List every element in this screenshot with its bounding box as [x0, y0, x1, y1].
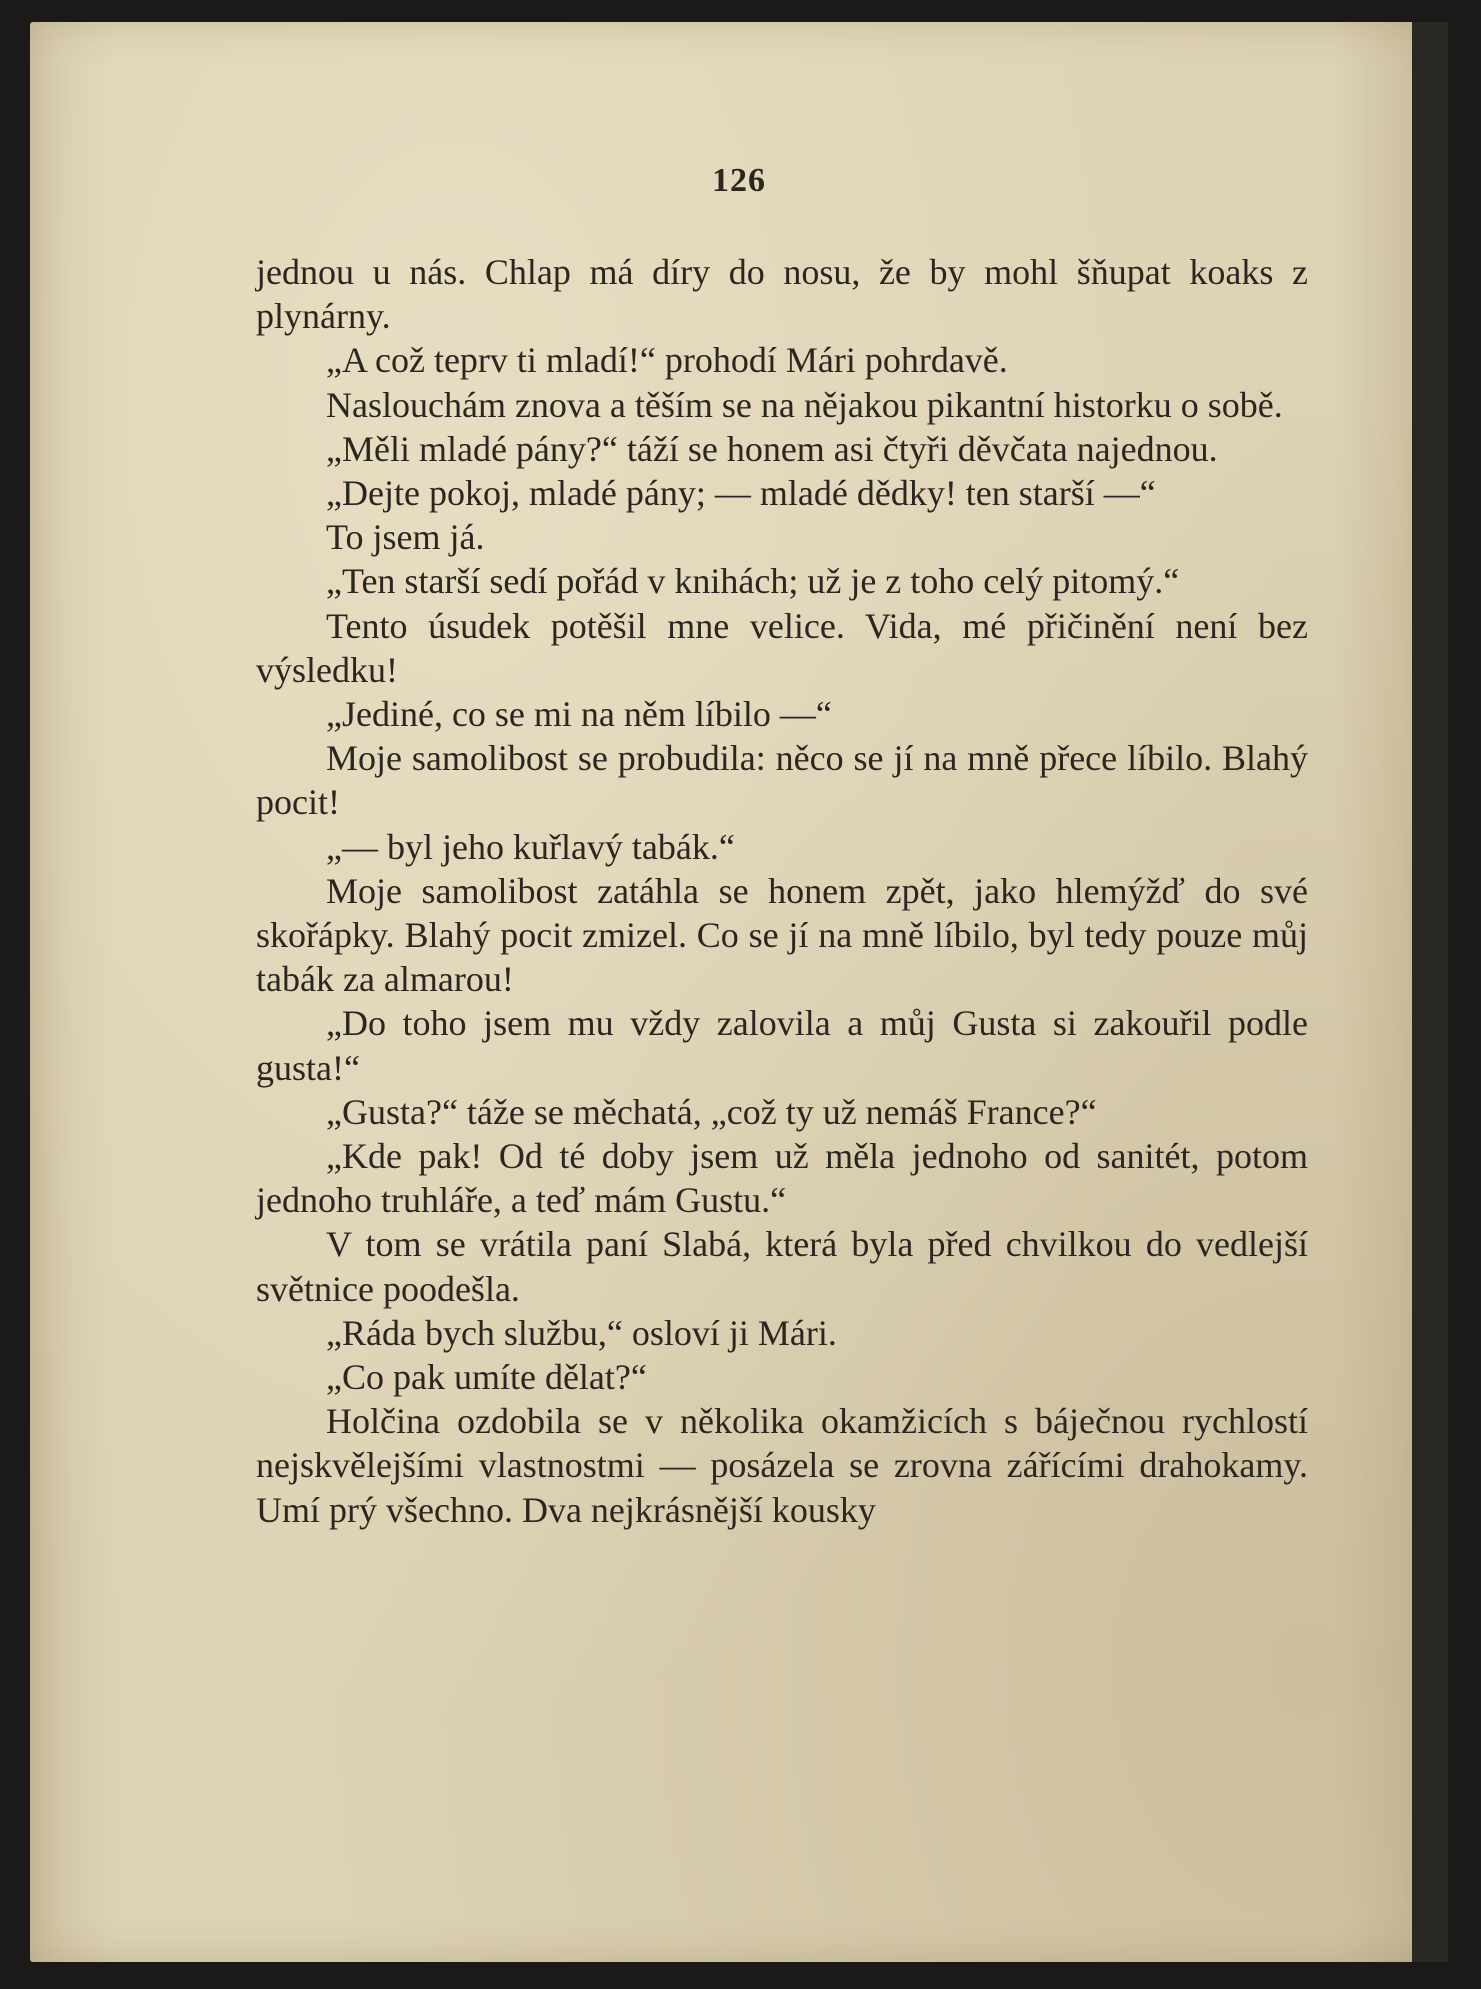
paragraph: jednou u nás. Chlap má díry do nosu, že by mohl šňupat koaks z plynárny.: [256, 252, 1308, 337]
paragraph: V tom se vrátila paní Slabá, která byla před chvilkou do vedlejší světnice poodešla.: [256, 1224, 1308, 1309]
paragraph: Holčina ozdobila se v několika okamžicích s báječnou rychlostí nejskvělejšími vlastnostmi — posázela se zrovna zářícími drahokamy. Umí prý všechno. Dva nejkrásnější kousky: [256, 1401, 1308, 1530]
paragraph: „Měli mladé pány?“ táží se honem asi čtyři děvčata najednou.: [326, 428, 1218, 469]
page-number: 126: [712, 162, 766, 199]
paragraph: Moje samolibost zatáhla se honem zpět, jako hlemýžď do své skořápky. Blahý pocit zmizel. Co se jí na mně líbilo, byl tedy pouze můj tabák za almarou!: [256, 870, 1308, 1000]
paragraph: Naslouchám znova a těším se na nějakou pikantní historku o sobě.: [326, 384, 1283, 425]
paragraph: „Ten starší sedí pořád v knihách; už je z toho celý pitomý.“: [326, 561, 1180, 602]
paragraph: „Jediné, co se mi na něm líbilo —“: [326, 694, 832, 735]
book-gutter: [1412, 22, 1448, 1962]
paragraph: „Gusta?“ táže se měchatá, „což ty už nemáš France?“: [326, 1091, 1097, 1132]
paragraph: Moje samolibost se probudila: něco se jí na mně přece líbilo. Blahý pocit!: [256, 738, 1308, 823]
paragraph: Tento úsudek potěšil mne velice. Vida, mé přičinění není bez výsledku!: [256, 605, 1308, 690]
body-text: [256, 250, 1308, 1532]
paragraph: „A což teprv ti mladí!“ prohodí Mári pohrdavě.: [326, 340, 1008, 381]
paragraph: „— byl jeho kuřlavý tabák.“: [326, 826, 735, 867]
paragraph: „Dejte pokoj, mladé pány; — mladé dědky! ten starší —“: [326, 473, 1156, 514]
paragraph: To jsem já.: [326, 517, 485, 558]
book-page: [30, 22, 1448, 1962]
paragraph: „Co pak umíte dělat?“: [326, 1357, 647, 1398]
paragraph: „Kde pak! Od té doby jsem už měla jednoho od sanitét, potom jednoho truhláře, a teď mám Gustu.“: [256, 1136, 1308, 1221]
paragraph: „Do toho jsem mu vždy zalovila a můj Gusta si zakouřil podle gusta!“: [256, 1003, 1308, 1088]
paragraph: „Ráda bych službu,“ osloví ji Mári.: [326, 1312, 837, 1353]
